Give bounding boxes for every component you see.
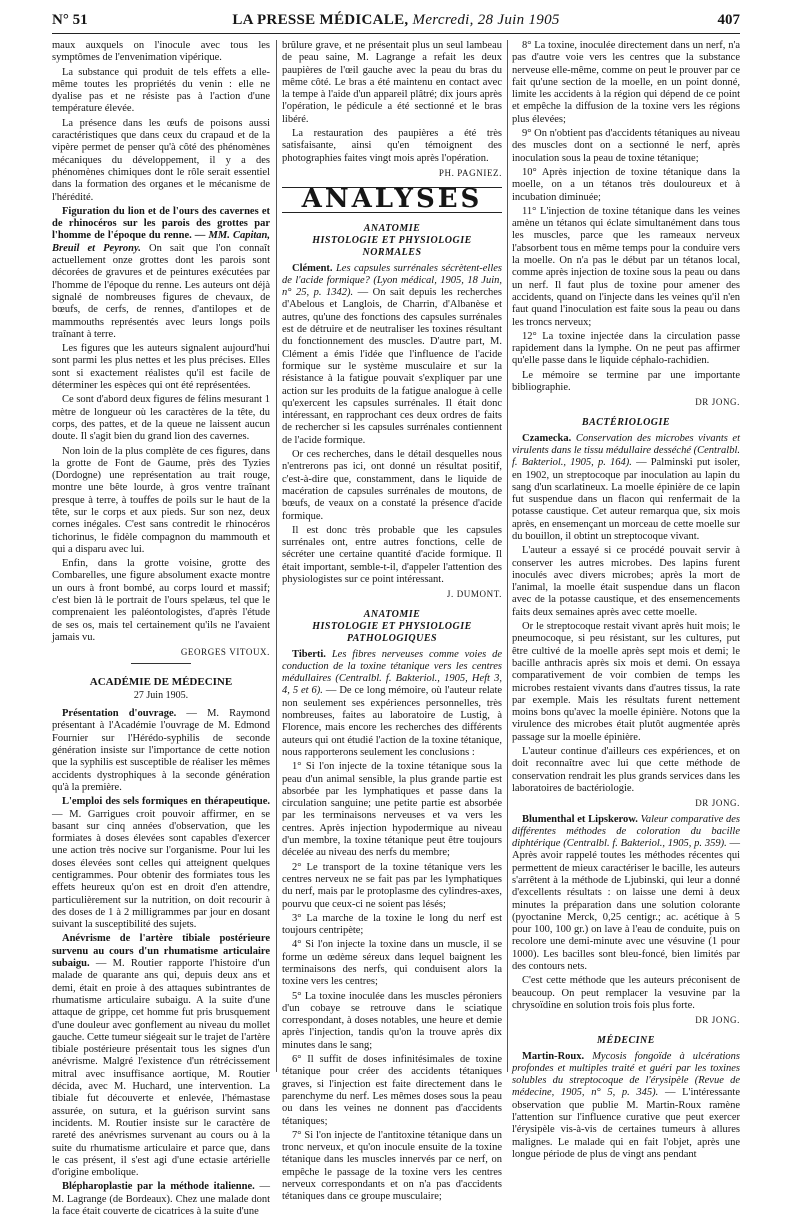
journal-name: LA PRESSE MÉDICALE, xyxy=(232,12,409,28)
rubric-line: BACTÉRIOLOGIE xyxy=(581,416,671,428)
section-date: 27 Juin 1905. xyxy=(133,689,189,701)
analysis-reference: (Revue de médecine, 1905, n° 5, p. 345). xyxy=(512,1075,740,1099)
analysis-text: — De ce long mémoire, où l'auteur relate non seulement ses expériences personnelles, très nombreuses, faites au laboratoire de Lustig, à Florence, mais encore les recherches des différents auteurs qui ont étudié l'action de la toxine tétanique, nous rapporterons seulement les conclusions : xyxy=(282,685,503,758)
conclusion-item: 2° Le transport de la toxine tétanique vers les centres nerveux ne se fait pas par les lymphatiques du nerf, mais par le protoplasme des cylindres-axes, pourvu que ceux-ci ne soient pas lésés; xyxy=(282,861,502,910)
page-header xyxy=(52,10,740,32)
analysis-title: Conservation des microbes vivants et virulents dans le tissu médullaire desséché xyxy=(512,432,740,456)
paragraph: brûlure grave, et ne présentait plus un seul lambeau de peau saine, M. Lagrange a refait les deux paupières de l'œil gauche avec la peau du bras du même côté. Le bras a été maintenu en contact avec la tempe à l'aide d'un appareil plâtré; dix jours après l'opération, le pédicule a été sectionné et le bras libéré. xyxy=(282,40,502,125)
article-title: Présentation d'ouvrage. xyxy=(62,708,177,720)
paragraph: Il est donc très probable que les capsules surrénales ont, entre autres fonctions, celle de sécréter une certaine quantité d'acide formique. Il était important, semble-t-il, d'appeler l'attention des physiologistes sur ce point intéressant. xyxy=(282,524,502,585)
rubric-heading xyxy=(282,223,502,259)
conclusion-item: 9° On n'obtient pas d'accidents tétaniques au niveau des muscles dont on a sectionné le nerf, après inoculation sous la peau de toxine tétanique; xyxy=(512,128,740,164)
rubric-line: HISTOLOGIE ET PHYSIOLOGIE NORMALES xyxy=(312,234,472,258)
analysis-tiberti xyxy=(282,649,502,760)
article-text: — M. Garrigues croit pouvoir affirmer, en se basant sur cinq années d'observation, que les formiates à doses élevées sont capables d'exercer une action très nocive sur l'organisme. Pour lui les doses élevées sont celles qui atteignent quelques centigrammes. Pour obtenir des formiates tous les effets heureux qu'on est en droit d'en attendre, particulièrement sur la nutrition, on doit recourir à des doses de 1 à 2 milligrammes par jour en dosant suivant la susceptibilité des sujets. xyxy=(52,808,270,931)
paragraph: La substance qui produit de tels effets a elle-même toutes les propriétés du venin : elle ne dyalise pas et ne résiste pas à l'action d'une température élevée. xyxy=(52,66,270,115)
article-text: — M. Lagrange (de Bordeaux). Chez une malade dont la face était couverte de cicatrices à la suite d'une xyxy=(52,1181,270,1218)
signature: PH. PAGNIEZ. xyxy=(438,167,502,178)
signature: GEORGES VITOUX. xyxy=(180,647,270,658)
analysis-reference: (Centralbl. f. Bakteriol., 1905, p. 164). xyxy=(512,444,740,469)
article-presentation xyxy=(52,708,270,794)
separator xyxy=(131,663,191,664)
header-rule xyxy=(52,33,740,34)
section-title: ACADÉMIE DE MÉDECINE xyxy=(89,675,233,688)
analysis-reference: (Centralbl. f. Bakteriol., 1905, p. 359). xyxy=(563,838,727,850)
analysis-author: Martin-Roux. xyxy=(522,1050,585,1062)
analysis-title: Les fibres nerveuses comme voies de conduction de la toxine tétanique vers les centres médullaires xyxy=(282,648,502,685)
conclusion-item: 10° Après injection de toxine tétanique dans la moelle, on a un tétanos très douloureux et à incubation diminuée; xyxy=(512,166,740,203)
analysis-reference: (Lyon médical, 1905, 18 Juin, n° 25, p. 1342). xyxy=(282,274,502,299)
paragraph: L'auteur a essayé si ce procédé pouvait servir à conserver les autres microbes. Des lapins furent inoculés avec divers microbes; après la mort de l'animal, la moelle était suspendue dans un flacon avec de la potasse caustique, et des ensemencements faits deux semaines après avec cette moelle. xyxy=(512,545,740,618)
column-divider-1 xyxy=(276,40,277,1072)
article-text: — M. Routier rapporte l'histoire d'un malade de quarante ans qui, depuis deux ans et demi, était en proie à des attaques subintrantes de rhumatisme articulaire subaigu. A la suite d'une attaque de grippe, cet homme fut pris brusquement d'une douleur avec gonflement au niveau du mollet gauche. Cette tumeur siégeait sur le trajet de l'artère tibiale postérieure présentait tous les signes d'un anévrisme. Malgré l'existence d'un rétrécissement mitral avec insuffisance aortique, M. Routier décida, avec M. Huchard, une intervention. La tibiale fut découverte et enlevée, l'hémastase assurée, on sutura, et la guérison survint sans incidents. M. Routier insiste sur le caractère de rareté des anévrismes survenant au cours ou à la suite du rhumatisme articulaire et parce que, dans le cas présent, il s'est agi d'une ectasie artérielle d'origine embolique. xyxy=(52,958,271,1179)
paragraph: L'auteur continue d'ailleurs ces expériences, et on doit reconnaître avec lui que cette méthode de conservation rendrait les plus grands services dans les laboratoires de bactériologie. xyxy=(512,746,740,794)
conclusion-item: 11° L'injection de toxine tétanique dans les veines amène un tétanos qui éclate simultanément dans tous les muscles, parce que les rameaux nerveux l'absorbent tous en même temps pour la conduire vers la moelle. On n'a pas le début par un tétanos local, comme après injection de toxine sous la peau ou dans un nerf. Il faut plus de toxine pour amener des accidents, quand on l'injecte dans les veines qu'il n'en faut quand l'inoculation est faite sous la peau ou dans les troncs nerveux; xyxy=(512,205,740,328)
article-title: Anévrisme de l'artère tibiale postérieure survenu au cours d'un rhumatisme articulaire subaigu. xyxy=(52,933,270,970)
issue-date: Mercredi, 28 Juin 1905 xyxy=(412,12,560,28)
article-text: — M. Raymond présentant à l'Académie l'ouvrage de M. Edmond Fournier sur l'Hérédo-syphilis de seconde génération insiste sur l'importance de cette notion que la syphilis est susceptible de réaliser les mêmes accidents dystrophiques à la seconde génération qu'à la première. xyxy=(52,708,271,793)
paragraph: Ce sont d'abord deux figures de félins mesurant 1 mètre de longueur où les caractères de la tête, du corps, des pattes, et de la queue ne laissent aucun doute. Il s'agit bien du grand lion des cavernes. xyxy=(52,394,270,443)
paragraph: La restauration des paupières a été très satisfaisante, ainsi qu'en témoignent des photographies faites vingt mois après l'opération. xyxy=(282,128,502,164)
conclusion-item: 4° Si l'on injecte la toxine dans un muscle, il se forme un œdème séreux dans lequel baignent les terminaisons des nerfs, qui conduisent alors la toxine vers les centres; xyxy=(282,939,502,988)
conclusion-item: 6° Il suffit de doses infinitésimales de toxine tétanique pour créer des accidents tétaniques graves, si l'injection est faite directement dans le parenchyme du nerf. Les mêmes doses sous la peau ou dans les veines ne donnent pas d'accidents tétaniques; xyxy=(282,1054,502,1127)
column-3 xyxy=(512,40,741,1160)
rubric-line: ANATOMIE xyxy=(363,222,421,234)
column-1 xyxy=(52,40,271,1218)
analysis-blumenthal xyxy=(512,814,740,974)
paragraph: Non loin de la plus complète de ces figures, dans la grotte de Font de Gaume, près des Tyzies (Dordogne) une représentation au trait rouge, montre une bête lourde, à gros ventre traînant presque à terre, à touffes de poils sur le haut de la tête, sur le corps et aux pieds. Sur son nez, deux cornes inégales. C'est sans contredit le rhinocéros tichorinus, le fidèle compagnon du mammouth et qui a disparu avec lui. xyxy=(52,445,270,555)
issue-number: N° 51 xyxy=(52,12,88,28)
conclusion-item: 8° La toxine, inoculée directement dans un nerf, n'a pas d'autre voie vers les centres que la substance nerveuse elle-même, comme on peut le prouver par ce fait qu'une section de la moelle, en un point donné, limite les accidents à la région qui dépend de ce point et empêche la diffusion de la toxine vers les régions plus élevées; xyxy=(512,40,740,125)
article-anevrisme xyxy=(52,933,270,1179)
page-number: 407 xyxy=(717,12,740,28)
analysis-title: Valeur comparative des différentes méthodes de coloration du bacille diphtérique xyxy=(512,813,740,850)
conclusion-item: 7° Si l'on injecte de l'antitoxine tétanique dans un tronc nerveux, et qu'on inocule ensuite de la toxine tétanique dans les muscles innervés par ce nerf, on empêche le passage de la toxine vers les centres nerveux correspondants et on n'a pas d'accidents tétaniques dans ce groupe musculaire; xyxy=(282,1129,502,1203)
article-figuration xyxy=(52,206,270,341)
analysis-author: Czamecka. xyxy=(522,432,572,444)
article-title: L'emploi des sels formiques en thérapeutique. xyxy=(62,796,270,808)
rubric-line: HISTOLOGIE ET PHYSIOLOGIE PATHOLOGIQUES xyxy=(312,620,472,644)
signature: DR JONG. xyxy=(695,798,740,809)
column-divider-2 xyxy=(507,40,508,1072)
signature: DR JONG. xyxy=(695,1015,740,1026)
rubric-heading xyxy=(512,417,740,429)
signature: J. DUMONT. xyxy=(446,589,502,600)
rubric-line: MÉDECINE xyxy=(597,1034,655,1046)
article-title: Blépharoplastie par la méthode italienne. xyxy=(62,1181,255,1193)
analysis-author: Clément. xyxy=(292,262,333,274)
conclusion-item: 5° La toxine inoculée dans les muscles péroniers d'un cobaye se retrouve dans le sciatique correspondant, à doses notables, une heure et demie après l'injection, tandis qu'on la trouve après dix minutes dans le sang; xyxy=(282,990,502,1051)
analysis-title: Les capsules surrénales sécrètent-elles de l'acide formique? xyxy=(282,262,502,286)
signature: DR JONG. xyxy=(695,397,740,408)
article-emploi xyxy=(52,796,270,931)
conclusion-item: 12° La toxine injectée dans la circulation passe rapidement dans la lymphe. On ne peut pas affirmer qu'elle passe dans le liquide céphalo-rachidien. xyxy=(512,330,740,367)
analysis-text: — Après avoir rappelé toutes les méthodes récentes qui permettent de mieux caractériser le bacille, les auteurs s'arrêtent à la méthode de Ljubinski, qui leur a donné d'excellents résultats : on laisse une demi à deux minutes la préparation dans une solution colorante (pyoctanine Merck, 0,25 centigr.; ac. acétique à 5 pour 100, 100 gr.) on lave à l'eau de conduite, puis on recolore une demi-minute avec une vésuvine (1 pour 1000). Les bacilles sont bleu-foncé, bien limités par des contours nets. xyxy=(512,838,740,973)
article-text: On sait que l'on connaît actuellement onze grottes dont les parois sont décorées de gravures et de peintures exécutées par l'homme de l'époque du renne. Les auteurs ont déjà signalé de nombreuses figures de chevaux, de bœufs, de cerfs, de rennes, d'antilopes et de mammouths représentés avec leurs longs poils traînant à terre. xyxy=(52,242,270,340)
paragraph: Le mémoire se termine par une importante bibliographie. xyxy=(512,369,740,394)
analyses-banner: ANALYSES xyxy=(282,187,502,212)
analysis-text: — On sait depuis les recherches d'Abelous et Langlois, de Charrin, d'Albanèse et autres, qu'une des fonctions des capsules surrénales est de détruire et de neutraliser les toxines résultant du fonctionnement des muscles. D'autre part, M. Clément a émis l'idée que l'influence de l'acide formique sur le système musculaire et sur la résistance à la fatigue pouvait s'expliquer par une action sur les produits de la fatigue analogue à celle qu'exercent les capsules surrénales. Il était donc intéressant, en rapprochant ces deux ordres de faits de rechercher si les capsules surrénales contiennent de l'acide formique. xyxy=(282,287,503,446)
paragraph: maux auxquels on l'inocule avec tous les symptômes de l'envenimation vipérique. xyxy=(52,40,270,64)
rubric-line: ANATOMIE xyxy=(363,608,421,620)
journal-masthead xyxy=(52,12,740,29)
paragraph: Les figures que les auteurs signalent aujourd'hui sont parmi les plus nettes et les plus précises. Elles sont si exactement réalistes qu'il est facile de déterminer les espèces qui ont été représentées. xyxy=(52,343,270,392)
article-blepharoplastie xyxy=(52,1181,270,1218)
analysis-martin-roux xyxy=(512,1051,740,1162)
paragraph: La présence dans les œufs de poisons aussi caractéristiques que dans ceux du crapaud et de la vipère permet de penser qu'à côté des phénomènes mécaniques du développement, il y a des phénomènes chimiques dont le rôle serait essentiel dans la formation des organes et le mécanisme de l'hérédité. xyxy=(52,117,270,203)
analysis-author: Blumenthal et Lipskerow. xyxy=(522,813,638,825)
analysis-czamecka xyxy=(512,433,740,544)
article-title: Figuration du lion et de l'ours des cavernes et de rhinocéros sur les parois des grottes par l'homme de l'époque du renne. xyxy=(52,205,270,242)
paragraph: Or le streptocoque restait vivant après huit mois; le pneumocoque, si peu résistant, sur les cultures, put être cultivé de la moelle après sept mois et demi; le bacille anthracis après six mois et demi. On essaya comparativement de voir combien de temps les microbes restaient vivants dans d'autres tissus, la rate par exemple. Mais les résultats furent nettement moins bons qu'avec la moelle épinière. Notons que la virulence des microbes était plutôt augmentée après passage sur la moelle épinière. xyxy=(512,621,740,743)
column-2 xyxy=(282,40,503,1203)
paragraph: Enfin, dans la grotte voisine, grotte des Combarelles, une figure absolument exacte montre un ours à front bombé, au corps lourd et massif; c'est bien là le portrait de l'ours spelæus, tel que le comprenaient les paléontologistes, d'après l'étude de ses os, mais tel certainement qu'ils ne l'avaient jamais vu. xyxy=(52,558,270,643)
conclusion-item: 3° La marche de la toxine le long du nerf est toujours centripète; xyxy=(282,912,502,937)
paragraph: C'est cette méthode que les auteurs préconisent de beaucoup. On peut remplacer la vesuvine par la chrysoïdine en solution trois fois plus forte. xyxy=(512,975,740,1011)
analysis-text: — L'intéressante observation que publie M. Martin-Roux ramène l'attention sur l'influence curative que peut exercer l'érysipèle vis-à-vis de certaines tumeurs à allures malignes. Le malade qui en fait l'objet, après une longue période de plus de vingt ans pendant xyxy=(512,1087,741,1160)
article-authors: — MM. Capitan, Breuil et Peyrony. xyxy=(52,230,271,254)
conclusion-item: 1° Si l'on injecte de la toxine tétanique sous la peau d'un animal sensible, la plus grande partie est absorbée par les lymphatiques et passe dans la circulation sanguine; une petite partie est absorbée par les terminaisons nerveuses et va vers les centres. Après injection hypodermique au niveau d'un membre, la toxine tétanique peut être toujours décelée au niveau des nerfs du membre; xyxy=(282,761,502,859)
analysis-author: Tiberti. xyxy=(292,648,326,660)
rubric-heading xyxy=(282,609,502,645)
analysis-text: — Palminski put isoler, en 1902, un streptocoque par inoculation au lapin du sang d'un scarlatineux. La moelle épinière de ce lapin fut suspendue dans un flacon qui renfermait de la potasse caustique. Cet auteur remarqua que, six mois après, en ensemençant un morceau de cette moelle sur du bouillon, il obtint un streptocoque vivant. xyxy=(512,457,740,542)
paragraph: Or ces recherches, dans le détail desquelles nous n'entrerons pas ici, ont donné un résultat positif, c'est-à-dire que, constamment, dans le liquide de macération de capsules surrénales de moutons, de bœufs, de veaux on a constaté la présence d'acide formique. xyxy=(282,449,502,522)
analysis-reference: (Centralbl. f. Bakteriol., 1905, Heft 3, 4, 5 et 6). xyxy=(282,673,502,697)
rubric-heading xyxy=(512,1035,740,1047)
analysis-clement xyxy=(282,263,502,447)
analysis-title: Mycosis fongoïde à ulcérations profondes et multiples traité et guéri par les toxines solubles du streptocoque de l'érysipèle xyxy=(512,1050,740,1087)
